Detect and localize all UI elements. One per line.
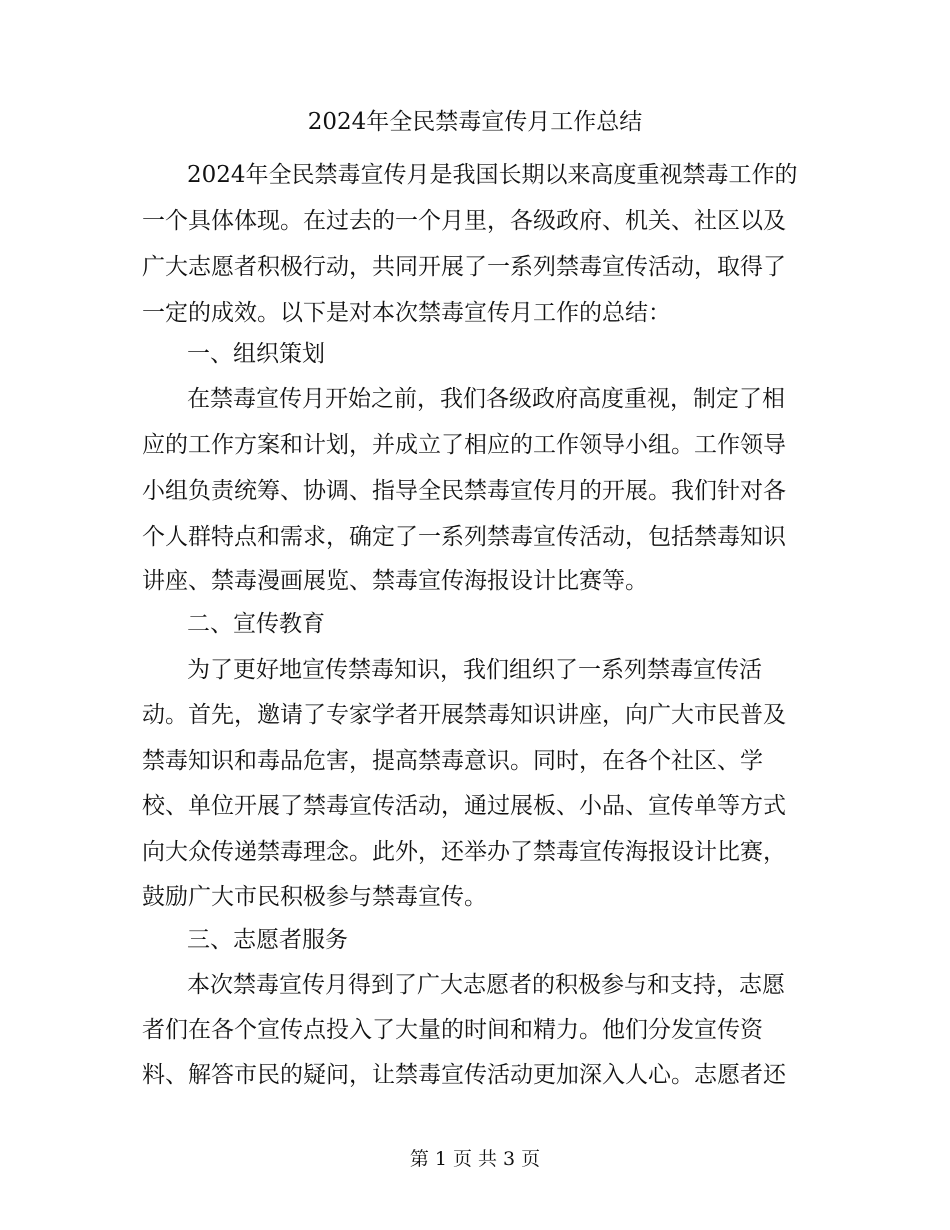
paragraph-3-line-6: 鼓励广大市民积极参与禁毒宣传。 [142,884,487,910]
section-heading-education: 二、宣传教育 [187,611,325,637]
paragraph-3-line-3: 禁毒知识和毒品危害，提高禁毒意识。同时，在各个社区、学 [142,748,763,774]
section-heading-organization: 一、组织策划 [187,341,325,367]
paragraph-1-line-1: 2024年全民禁毒宣传月是我国长期以来高度重视禁毒工作的 [187,162,798,188]
paragraph-4-line-3: 料、解答市民的疑问，让禁毒宣传活动更加深入人心。志愿者还 [142,1062,786,1088]
paragraph-1-line-4: 一定的成效。以下是对本次禁毒宣传月工作的总结： [142,300,671,326]
paragraph-1-line-3: 广大志愿者积极行动，共同开展了一系列禁毒宣传活动，取得了 [142,254,786,280]
section-heading-volunteers: 三、志愿者服务 [187,927,348,953]
paragraph-4-line-1: 本次禁毒宣传月得到了广大志愿者的积极参与和支持，志愿 [187,972,785,998]
paragraph-2-line-3: 小组负责统筹、协调、指导全民禁毒宣传月的开展。我们针对各 [142,478,786,504]
paragraph-3-line-5: 向大众传递禁毒理念。此外，还举办了禁毒宣传海报设计比赛， [142,839,786,865]
paragraph-3-line-4: 校、单位开展了禁毒宣传活动，通过展板、小品、宣传单等方式 [142,793,786,819]
paragraph-3-line-2: 动。首先，邀请了专家学者开展禁毒知识讲座，向广大市民普及 [142,702,786,728]
paragraph-2-line-4: 个人群特点和需求，确定了一系列禁毒宣传活动，包括禁毒知识 [142,524,786,550]
paragraph-3-line-1: 为了更好地宣传禁毒知识，我们组织了一系列禁毒宣传活 [187,657,762,683]
paragraph-4-line-2: 者们在各个宣传点投入了大量的时间和精力。他们分发宣传资 [142,1017,763,1043]
paragraph-2-line-2: 应的工作方案和计划，并成立了相应的工作领导小组。工作领导 [142,432,786,458]
paragraph-1-line-2: 一个具体体现。在过去的一个月里，各级政府、机关、社区以及 [142,208,786,234]
page-number-label: 第 1 页 共 3 页 [409,1148,541,1170]
paragraph-2-line-1: 在禁毒宣传月开始之前，我们各级政府高度重视，制定了相 [187,386,785,412]
page-title: 2024年全民禁毒宣传月工作总结 [307,109,643,135]
paragraph-2-line-5: 讲座、禁毒漫画展览、禁毒宣传海报设计比赛等。 [142,568,648,594]
page-number-footer [0,1145,950,1173]
